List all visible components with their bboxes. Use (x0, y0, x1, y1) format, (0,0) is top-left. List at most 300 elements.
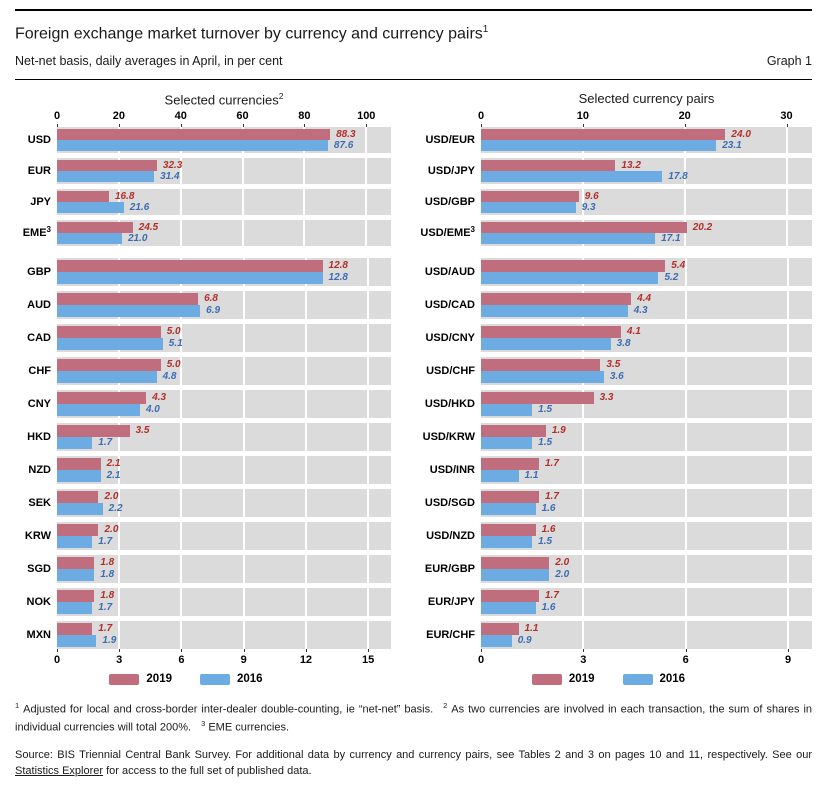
plot-band (481, 456, 812, 484)
bar-2019 (57, 260, 323, 272)
gridline (787, 423, 789, 451)
bar-2016 (481, 635, 512, 647)
gridline (685, 357, 687, 385)
axis-tick-mark (481, 649, 482, 652)
category-label-text: USD/EUR (425, 134, 475, 147)
bar-2019 (481, 491, 539, 503)
gridline (305, 489, 307, 517)
plot-band (481, 220, 812, 246)
category-label (415, 390, 475, 418)
plot-band (481, 158, 812, 184)
bar-group-CAD (15, 324, 391, 352)
category-label (415, 621, 475, 649)
gridline (180, 522, 182, 550)
bar-group-USD-INR (415, 456, 812, 484)
gridline (787, 555, 789, 583)
category-label-text: EUR/GBP (424, 563, 475, 576)
axis-tick-label: 60 (236, 110, 249, 123)
selected-currencies-top-panel (15, 91, 391, 246)
value-label-2019: 5.0 (166, 326, 181, 338)
value-label-2016: 2.0 (555, 569, 570, 581)
bar-2016 (481, 305, 628, 317)
bar-2016 (481, 272, 658, 284)
gridline (180, 588, 182, 616)
gridline (180, 489, 182, 517)
category-label-text: KRW (24, 530, 51, 543)
plot-band (481, 291, 812, 319)
panel-title (481, 91, 812, 108)
plot-band (57, 127, 391, 153)
bar-2019 (57, 557, 94, 569)
value-label-2016: 1.5 (538, 437, 553, 449)
plot-band (57, 189, 391, 215)
header-divider-rule (15, 79, 812, 80)
value-label-2019: 4.1 (626, 326, 641, 338)
category-label (415, 555, 475, 583)
gridline (367, 291, 369, 319)
value-label-2019: 3.5 (135, 425, 150, 437)
value-label-2019: 2.0 (104, 524, 119, 536)
value-label-2019: 2.0 (104, 491, 119, 503)
gridline (367, 522, 369, 550)
value-label-2016: 1.5 (538, 404, 553, 416)
gridline (180, 189, 182, 215)
footnote-2-text: As two currencies are involved in each transaction, the sum of shares in individual currencies will total 200%. (15, 703, 813, 735)
value-label-2016: 1.6 (541, 602, 556, 614)
value-label-2016: 1.7 (98, 437, 113, 449)
axis-tick-label: 12 (299, 654, 313, 667)
legend-swatch-2019 (532, 674, 562, 685)
footnote-1-text: Adjusted for local and cross-border inter-dealer double-counting, ie “net-net” basis. (23, 703, 434, 716)
axis-tick-label: 15 (362, 654, 375, 667)
category-label-text: EUR/JPY (427, 596, 475, 609)
category-label-text: GBP (27, 266, 51, 279)
bar-group-EUR-GBP (415, 555, 812, 583)
bar-group-NOK (15, 588, 391, 616)
category-label-text: USD (27, 134, 51, 147)
gridline (118, 555, 120, 583)
gridline (786, 127, 788, 153)
category-label (15, 220, 51, 246)
bar-2019 (57, 222, 133, 233)
plot-band (57, 220, 391, 246)
bar-group-KRW (15, 522, 391, 550)
bar-2019 (481, 425, 546, 437)
plot-band (57, 555, 391, 583)
bar-2019 (57, 458, 101, 470)
value-label-2019: 9.6 (584, 191, 599, 203)
category-label (415, 423, 475, 451)
statistics-explorer-link[interactable]: Statistics Explorer (15, 765, 104, 778)
category-label (15, 127, 51, 153)
value-label-2016: 23.1 (722, 140, 742, 152)
gridline (685, 324, 687, 352)
top-rule (15, 9, 812, 11)
value-label-2019: 5.0 (166, 359, 181, 371)
value-label-2016: 31.4 (160, 171, 180, 183)
value-label-2019: 2.0 (555, 557, 570, 569)
bar-2016 (481, 140, 716, 151)
bar-2016 (57, 338, 163, 350)
value-label-2019: 4.4 (637, 293, 652, 305)
legend-label-2019: 2019 (146, 673, 172, 686)
gridline (582, 522, 584, 550)
plot-band (57, 324, 391, 352)
bar-group-USD-HKD (415, 390, 812, 418)
bar-2016 (481, 202, 576, 213)
gridline (787, 621, 789, 649)
value-label-2019: 6.8 (204, 293, 218, 305)
category-label-text: EUR/CHF (426, 629, 475, 642)
category-label (415, 291, 475, 319)
category-label (415, 522, 475, 550)
legend-item-2019 (109, 673, 172, 685)
panel-title-text: Selected currency pairs (578, 91, 715, 107)
category-label (15, 291, 51, 319)
gridline (367, 423, 369, 451)
plot-band (481, 522, 812, 550)
plot-band (57, 621, 391, 649)
legend-item-2016 (200, 673, 263, 685)
gridline (118, 588, 120, 616)
axis-tick-mark (181, 649, 182, 652)
category-label (415, 220, 475, 246)
gridline (367, 258, 369, 286)
axis-tick-label: 6 (682, 654, 689, 667)
axis-tick-label: 20 (112, 110, 125, 123)
panel-title-footnote-marker: 2 (278, 91, 284, 102)
bar-group-USD-CHF (415, 357, 812, 385)
bar-group-USD-GBP (415, 189, 812, 215)
value-label-2016: 5.2 (664, 272, 679, 284)
bar-2016 (481, 536, 532, 548)
bar-group-NZD (15, 456, 391, 484)
plot-band (481, 588, 812, 616)
gridline (180, 456, 182, 484)
subtitle-row (15, 54, 812, 68)
gridline (305, 357, 307, 385)
bar-2016 (481, 602, 536, 614)
gridline (305, 390, 307, 418)
value-label-2019: 24.0 (731, 129, 751, 141)
value-label-2019: 1.1 (524, 623, 539, 635)
axis-tick-mark (583, 649, 584, 652)
bar-group-USD-NZD (415, 522, 812, 550)
category-label-text: USD/GBP (424, 196, 475, 209)
legend-swatch-2016 (200, 674, 230, 685)
graph-number-label: Graph 1 (766, 54, 812, 69)
value-label-2019: 24.5 (138, 222, 159, 234)
value-label-2016: 3.8 (616, 338, 631, 350)
gridline (787, 390, 789, 418)
currency-pairs-top-panel (415, 91, 812, 246)
bar-2019 (481, 129, 725, 140)
category-label-text: USD/EME (420, 227, 471, 240)
bar-2019 (481, 623, 519, 635)
legend-label-2019: 2019 (568, 673, 595, 686)
bar-group-EUR (15, 158, 391, 184)
gridline (243, 522, 245, 550)
currency-pairs-bottom-panel (415, 258, 812, 685)
category-label-text: USD/SGD (424, 497, 475, 510)
value-label-2016: 17.1 (661, 233, 681, 245)
axis-tick-label: 100 (357, 110, 376, 123)
axis-tick-label: 0 (477, 110, 485, 123)
value-label-2016: 1.6 (541, 503, 556, 515)
bar-2016 (481, 569, 549, 581)
category-label-text: USD/CHF (426, 365, 475, 378)
gridline (242, 158, 244, 184)
gridline (243, 357, 245, 385)
category-label (15, 357, 51, 385)
gridline (243, 555, 245, 583)
legend-label-2016: 2016 (237, 673, 263, 686)
bar-group-EME (15, 220, 391, 246)
value-label-2016: 9.3 (581, 202, 596, 214)
legend-swatch-2016 (623, 674, 653, 685)
axis-tick-label: 20 (678, 110, 691, 123)
gridline (305, 522, 307, 550)
gridline (582, 456, 584, 484)
bar-group-CHF (15, 357, 391, 385)
category-label-text: AUD (27, 299, 51, 312)
category-label (15, 158, 51, 184)
axis-tick-label: 9 (240, 654, 247, 667)
axis-tick-label: 6 (178, 654, 185, 667)
value-label-2019: 20.2 (692, 222, 713, 234)
gridline (582, 555, 584, 583)
gridline (243, 588, 245, 616)
axis-tick-label: 9 (785, 654, 792, 667)
category-label-text: USD/HKD (424, 398, 475, 411)
bar-group-CNY (15, 390, 391, 418)
value-label-2016: 3.6 (609, 371, 624, 383)
gridline (582, 423, 584, 451)
category-label (15, 489, 51, 517)
bar-2019 (57, 524, 98, 536)
gridline (685, 423, 687, 451)
gridline (367, 555, 369, 583)
axis-tick-label: 10 (576, 110, 589, 123)
gridline (365, 158, 367, 184)
category-label-text: USD/INR (429, 464, 475, 477)
bar-group-USD-CAD (415, 291, 812, 319)
x-axis-bottom (477, 649, 812, 667)
gridline (305, 588, 307, 616)
gridline (365, 127, 367, 153)
value-label-2016: 2.2 (108, 503, 123, 515)
category-label (15, 522, 51, 550)
gridline (786, 158, 788, 184)
page-title (15, 24, 812, 43)
category-label-text: USD/CAD (424, 299, 475, 312)
bar-2019 (57, 425, 130, 437)
bar-group-AUD (15, 291, 391, 319)
axis-tick-label: 30 (780, 110, 793, 123)
charts-area (15, 91, 812, 685)
axis-tick-label: 0 (53, 110, 61, 123)
bar-group-USD-CNY (415, 324, 812, 352)
footnote-3-text: EME currencies. (208, 722, 290, 735)
category-label-text: CNY (27, 398, 51, 411)
value-label-2019: 4.3 (152, 392, 167, 404)
bar-group-USD-KRW (415, 423, 812, 451)
gridline (685, 456, 687, 484)
gridline (685, 588, 687, 616)
bar-rows (15, 127, 391, 246)
gridline (305, 621, 307, 649)
bar-2016 (57, 305, 200, 317)
value-label-2016: 1.1 (524, 470, 539, 482)
gridline (685, 555, 687, 583)
value-label-2016: 17.8 (668, 171, 688, 183)
bar-2016 (57, 569, 94, 581)
gridline (685, 621, 687, 649)
category-label-text: USD/CNY (425, 332, 475, 345)
gridline (303, 189, 305, 215)
gridline (243, 456, 245, 484)
gridline (367, 489, 369, 517)
value-label-2019: 88.3 (336, 129, 356, 141)
gridline (582, 621, 584, 649)
bar-2019 (57, 359, 161, 371)
plot-band (481, 423, 812, 451)
bar-2016 (57, 470, 101, 482)
footnote-2-marker: 2 (443, 701, 448, 711)
value-label-2019: 1.8 (100, 557, 115, 569)
gridline (685, 522, 687, 550)
value-label-2016: 6.9 (206, 305, 221, 317)
bar-2016 (57, 171, 154, 182)
bar-2016 (57, 635, 96, 647)
axis-tick-mark (57, 649, 58, 652)
plot-band (57, 291, 391, 319)
gridline (582, 588, 584, 616)
gridline (367, 357, 369, 385)
x-axis-bottom (53, 649, 391, 667)
bar-2019 (57, 326, 161, 338)
plot-band (57, 588, 391, 616)
gridline (367, 588, 369, 616)
gridline (242, 220, 244, 246)
gridline (787, 522, 789, 550)
bar-group-USD-JPY (415, 158, 812, 184)
value-label-2016: 4.0 (145, 404, 160, 416)
category-label-text: MXN (26, 629, 51, 642)
gridline (305, 291, 307, 319)
gridline (365, 189, 367, 215)
bar-2016 (57, 272, 323, 284)
axis-tick-mark (244, 649, 245, 652)
gridline (180, 423, 182, 451)
category-label (15, 456, 51, 484)
plot-band (57, 522, 391, 550)
panel-title (57, 91, 391, 108)
category-label-text: NOK (26, 596, 51, 609)
value-label-2016: 87.6 (333, 140, 354, 152)
value-label-2016: 12.8 (328, 272, 348, 284)
axis-tick-label: 40 (174, 110, 187, 123)
bar-2019 (57, 392, 146, 404)
gridline (243, 324, 245, 352)
selected-currencies-bottom-panel (15, 258, 391, 685)
plot-band (481, 621, 812, 649)
category-label-text: EME (22, 227, 47, 240)
bar-2019 (57, 590, 94, 602)
value-label-2016: 5.1 (168, 338, 183, 350)
bar-2016 (57, 371, 157, 383)
category-label (415, 588, 475, 616)
bar-2016 (57, 437, 92, 449)
category-label (15, 423, 51, 451)
value-label-2016: 4.8 (162, 371, 177, 383)
category-label-text: SGD (27, 563, 51, 576)
gridline (242, 189, 244, 215)
plot-band (57, 258, 391, 286)
category-label (415, 127, 475, 153)
currencies-chart-column (15, 91, 391, 685)
x-axis-top (477, 110, 812, 127)
plot-band (57, 390, 391, 418)
category-label (15, 324, 51, 352)
gridline (303, 158, 305, 184)
category-label-text: SEK (28, 497, 51, 510)
bar-2016 (481, 503, 536, 515)
gridline (367, 621, 369, 649)
bar-2016 (57, 536, 92, 548)
panel-gap (415, 246, 812, 258)
value-label-2019: 32.3 (162, 160, 183, 172)
chart-legend (443, 673, 774, 685)
bar-group-USD-SGD (415, 489, 812, 517)
gridline (787, 357, 789, 385)
bar-group-MXN (15, 621, 391, 649)
bar-2016 (57, 140, 328, 151)
category-label (15, 189, 51, 215)
gridline (180, 621, 182, 649)
category-footnote-marker: 3 (46, 225, 51, 235)
gridline (787, 258, 789, 286)
category-label-text: USD/JPY (427, 165, 475, 178)
axis-tick-mark (686, 649, 687, 652)
bar-2016 (481, 437, 532, 449)
bar-group-USD-EME (415, 220, 812, 246)
category-label-text: CAD (27, 332, 51, 345)
page-title-text: Foreign exchange market turnover by currency and currency pairs (15, 25, 483, 43)
category-label-text: USD/AUD (424, 266, 475, 279)
bar-group-USD (15, 127, 391, 153)
bar-2016 (481, 171, 662, 182)
axis-tick-mark (119, 649, 120, 652)
source-text-after-link: for access to the full set of published data. (103, 765, 312, 778)
page-title-footnote-marker: 1 (482, 24, 489, 35)
gridline (118, 621, 120, 649)
plot-band (481, 489, 812, 517)
bar-rows (15, 258, 391, 649)
plot-band (481, 390, 812, 418)
value-label-2019: 1.7 (98, 623, 113, 635)
gridline (787, 456, 789, 484)
chart-legend (19, 673, 353, 685)
bar-2019 (481, 222, 687, 233)
panel-gap (15, 246, 391, 258)
gridline (180, 390, 182, 418)
footnotes-block (15, 700, 812, 779)
plot-band (57, 158, 391, 184)
category-label-text: USD/NZD (426, 530, 475, 543)
bar-2016 (481, 404, 532, 416)
gridline (305, 456, 307, 484)
